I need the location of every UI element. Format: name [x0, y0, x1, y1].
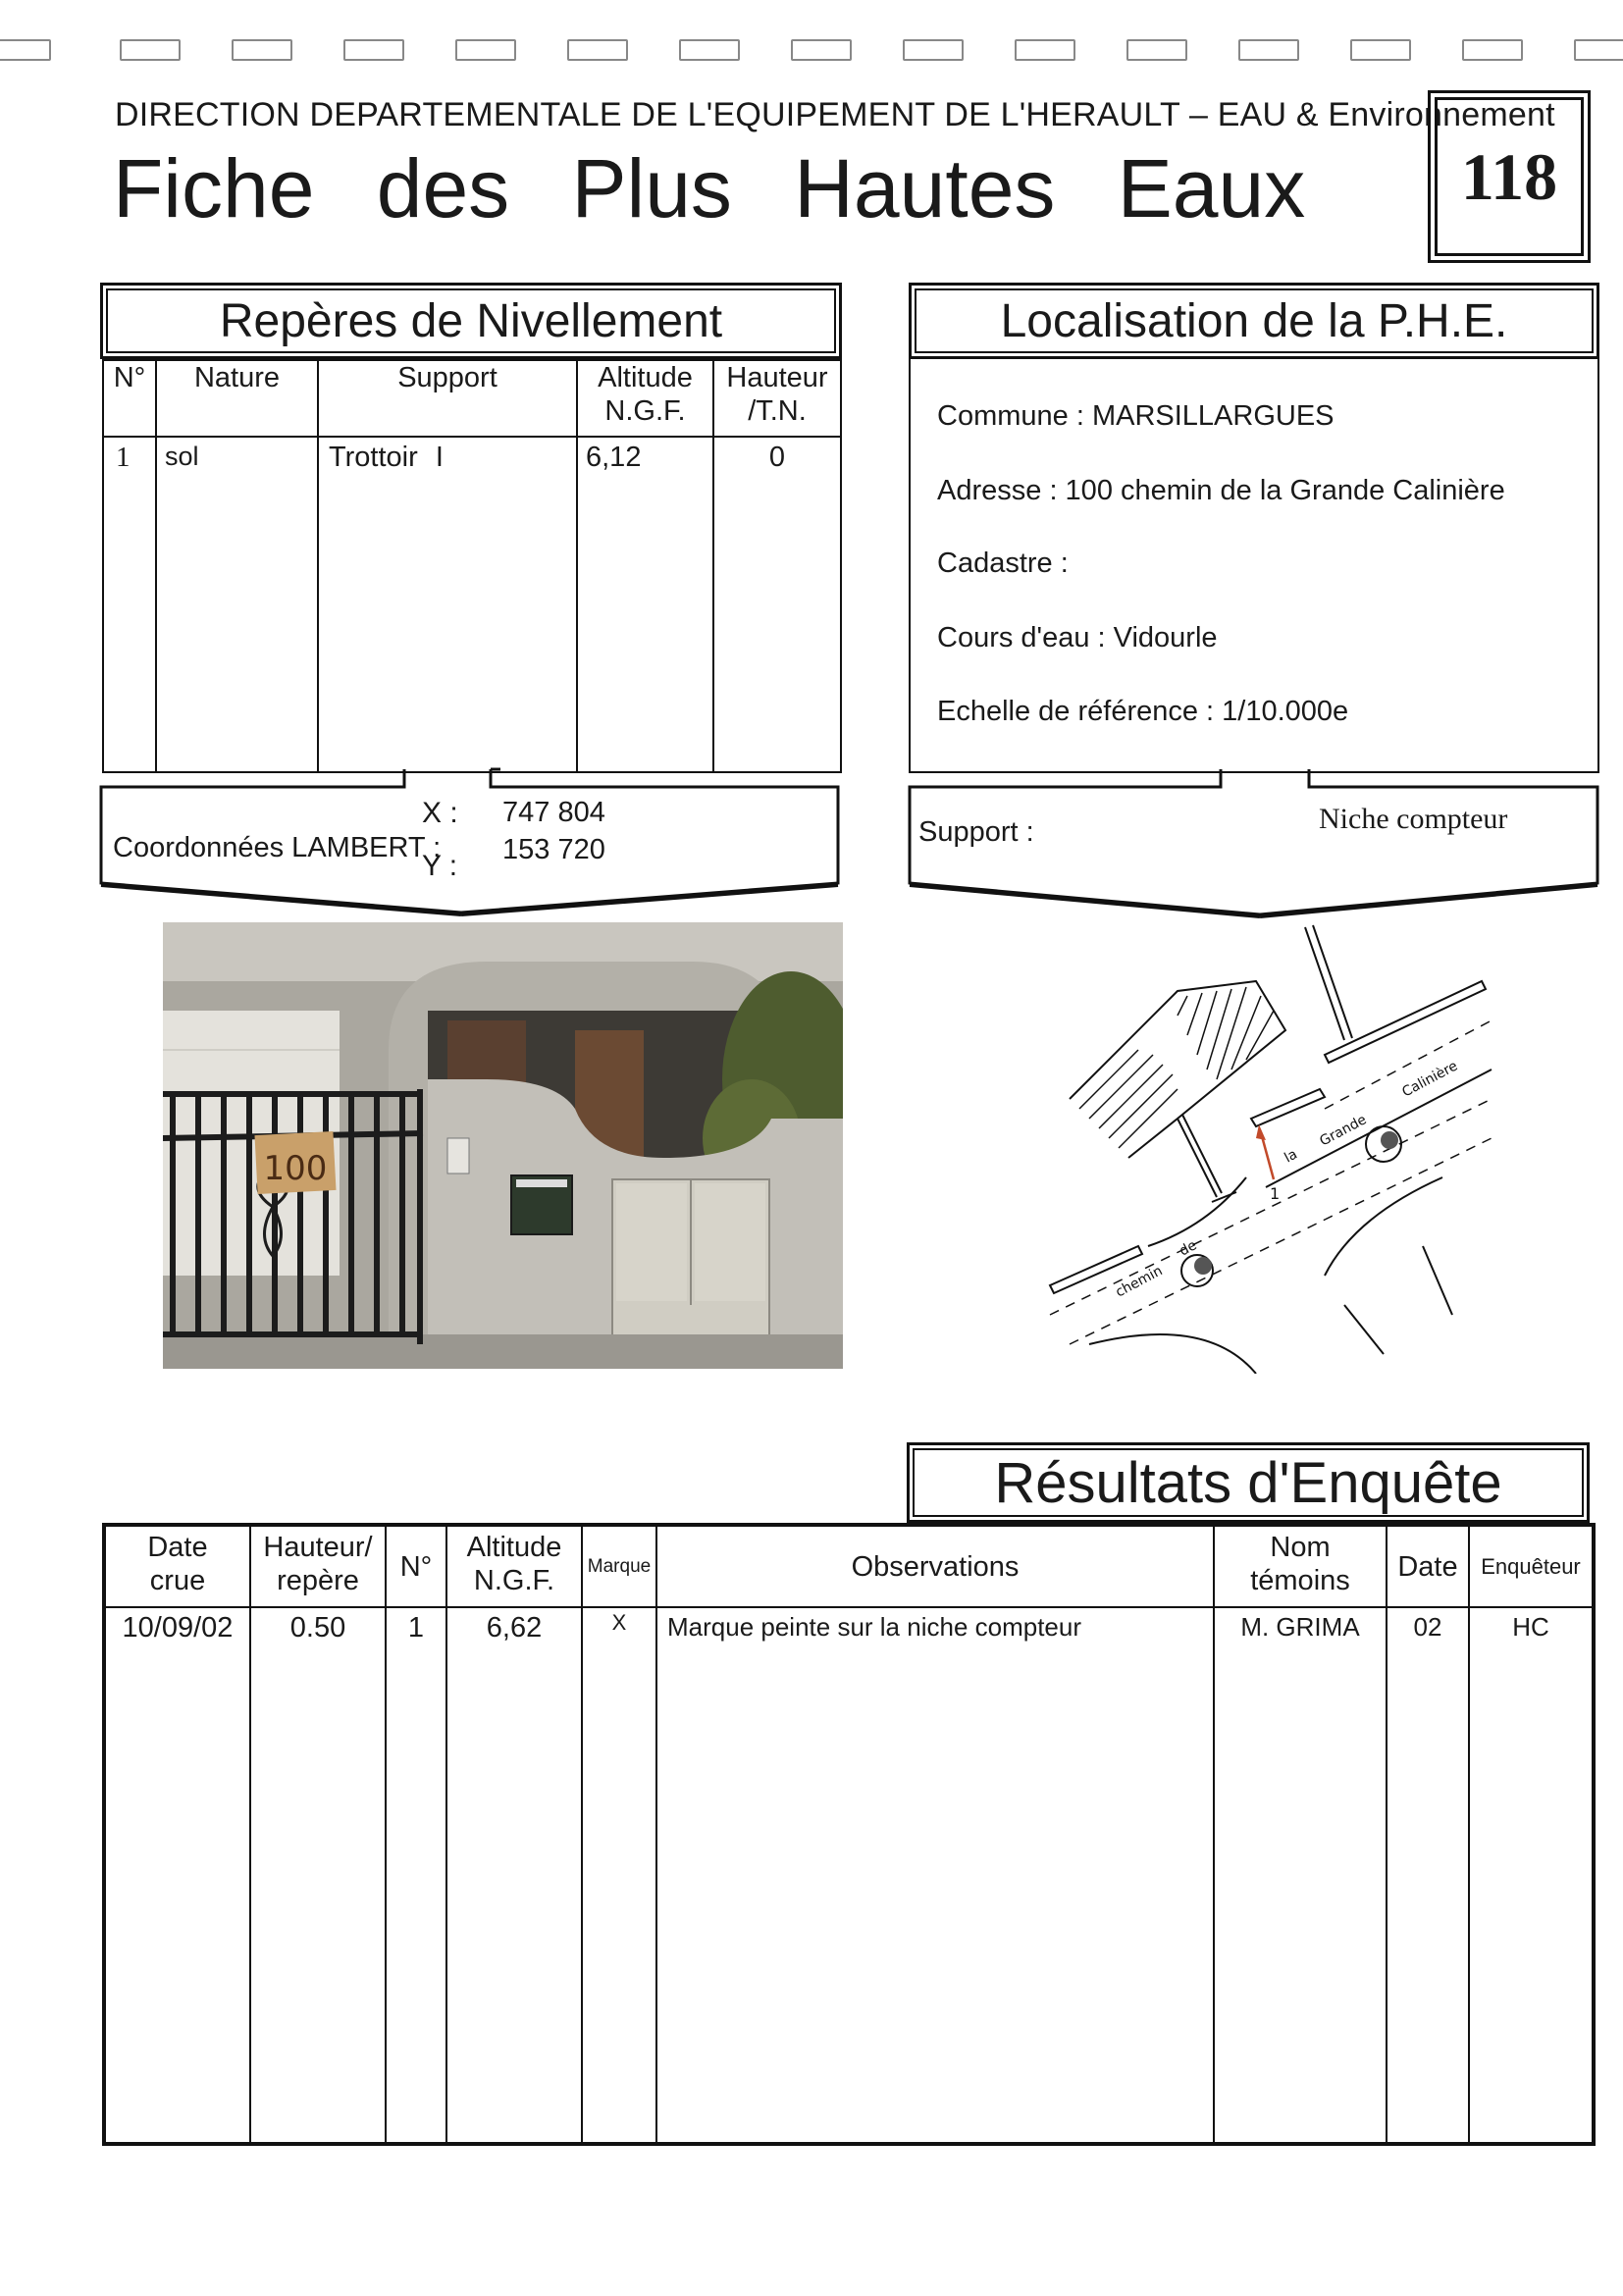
sheet-number-box: [1428, 90, 1591, 263]
plan-street-word: Grande: [1317, 1112, 1370, 1150]
binder-holes: [0, 39, 1623, 63]
page-title: Fiche des Plus Hautes Eaux: [113, 142, 1306, 235]
col-altitude: Altitude N.G.F.: [577, 360, 713, 437]
resultats-title: Résultats d'Enquête: [994, 1450, 1502, 1515]
table-row: 10/09/02 0.50 1 6,62 X Marque peinte sur la niche compteur M. GRIMA 02 HC: [104, 1607, 1594, 2144]
plan-street-word: de: [1177, 1237, 1200, 1260]
col-observations: Observations: [656, 1525, 1214, 1607]
echelle-line: Echelle de référence : 1/10.000e: [937, 696, 1349, 727]
col-date-crue: Date crue: [104, 1525, 250, 1607]
support-value: Niche compteur: [1319, 803, 1508, 835]
col-nature: Nature: [156, 360, 318, 437]
table-row: 1 sol Trottoir I 6,12 0: [103, 437, 841, 772]
col-temoins: Nom témoins: [1214, 1525, 1387, 1607]
col-n: N°: [386, 1525, 446, 1607]
x-label: X :: [422, 797, 458, 829]
y-label: Y :: [422, 850, 458, 882]
col-marque: Marque: [582, 1525, 656, 1607]
site-photo: [163, 922, 843, 1369]
resultats-title-box: [907, 1442, 1590, 1523]
y-value: 153 720: [502, 834, 605, 865]
adresse-line: Adresse : 100 chemin de la Grande Calinière: [937, 475, 1505, 506]
resultats-table: [102, 1523, 1596, 2146]
reperes-title: Repères de Nivellement: [219, 294, 723, 347]
plan-marker-label: 1: [1270, 1184, 1281, 1203]
col-hauteur: Hauteur /T.N.: [713, 360, 841, 437]
col-date: Date: [1387, 1525, 1469, 1607]
cadastre-line: Cadastre :: [937, 548, 1069, 579]
sheet-number: 118: [1460, 138, 1558, 214]
col-enqueteur: Enquêteur: [1469, 1525, 1594, 1607]
localisation-title-box: [909, 283, 1599, 359]
house-number: 100: [263, 1149, 328, 1188]
localisation-title: Localisation de la P.H.E.: [1000, 294, 1508, 347]
col-altitude: Altitude N.G.F.: [446, 1525, 582, 1607]
col-support: Support: [318, 360, 577, 437]
department-heading: DIRECTION DEPARTEMENTALE DE L'EQUIPEMENT DE L'HERAULT – EAU & Environnement: [115, 96, 1555, 133]
plan-street-word: Calinière: [1399, 1058, 1461, 1101]
lambert-label: Coordonnées LAMBERT :: [113, 832, 442, 863]
reperes-table: [102, 359, 842, 773]
commune-line: Commune : MARSILLARGUES: [937, 400, 1335, 432]
col-n: N°: [103, 360, 156, 437]
reperes-title-box: [100, 283, 842, 359]
x-value: 747 804: [502, 797, 605, 828]
plan-street-word: chemin: [1113, 1263, 1166, 1301]
location-plan: [1030, 922, 1501, 1374]
support-label: Support :: [918, 816, 1034, 848]
plan-street-word: la: [1282, 1146, 1300, 1167]
cours-eau-line: Cours d'eau : Vidourle: [937, 622, 1218, 653]
col-hauteur-repere: Hauteur/ repère: [250, 1525, 386, 1607]
